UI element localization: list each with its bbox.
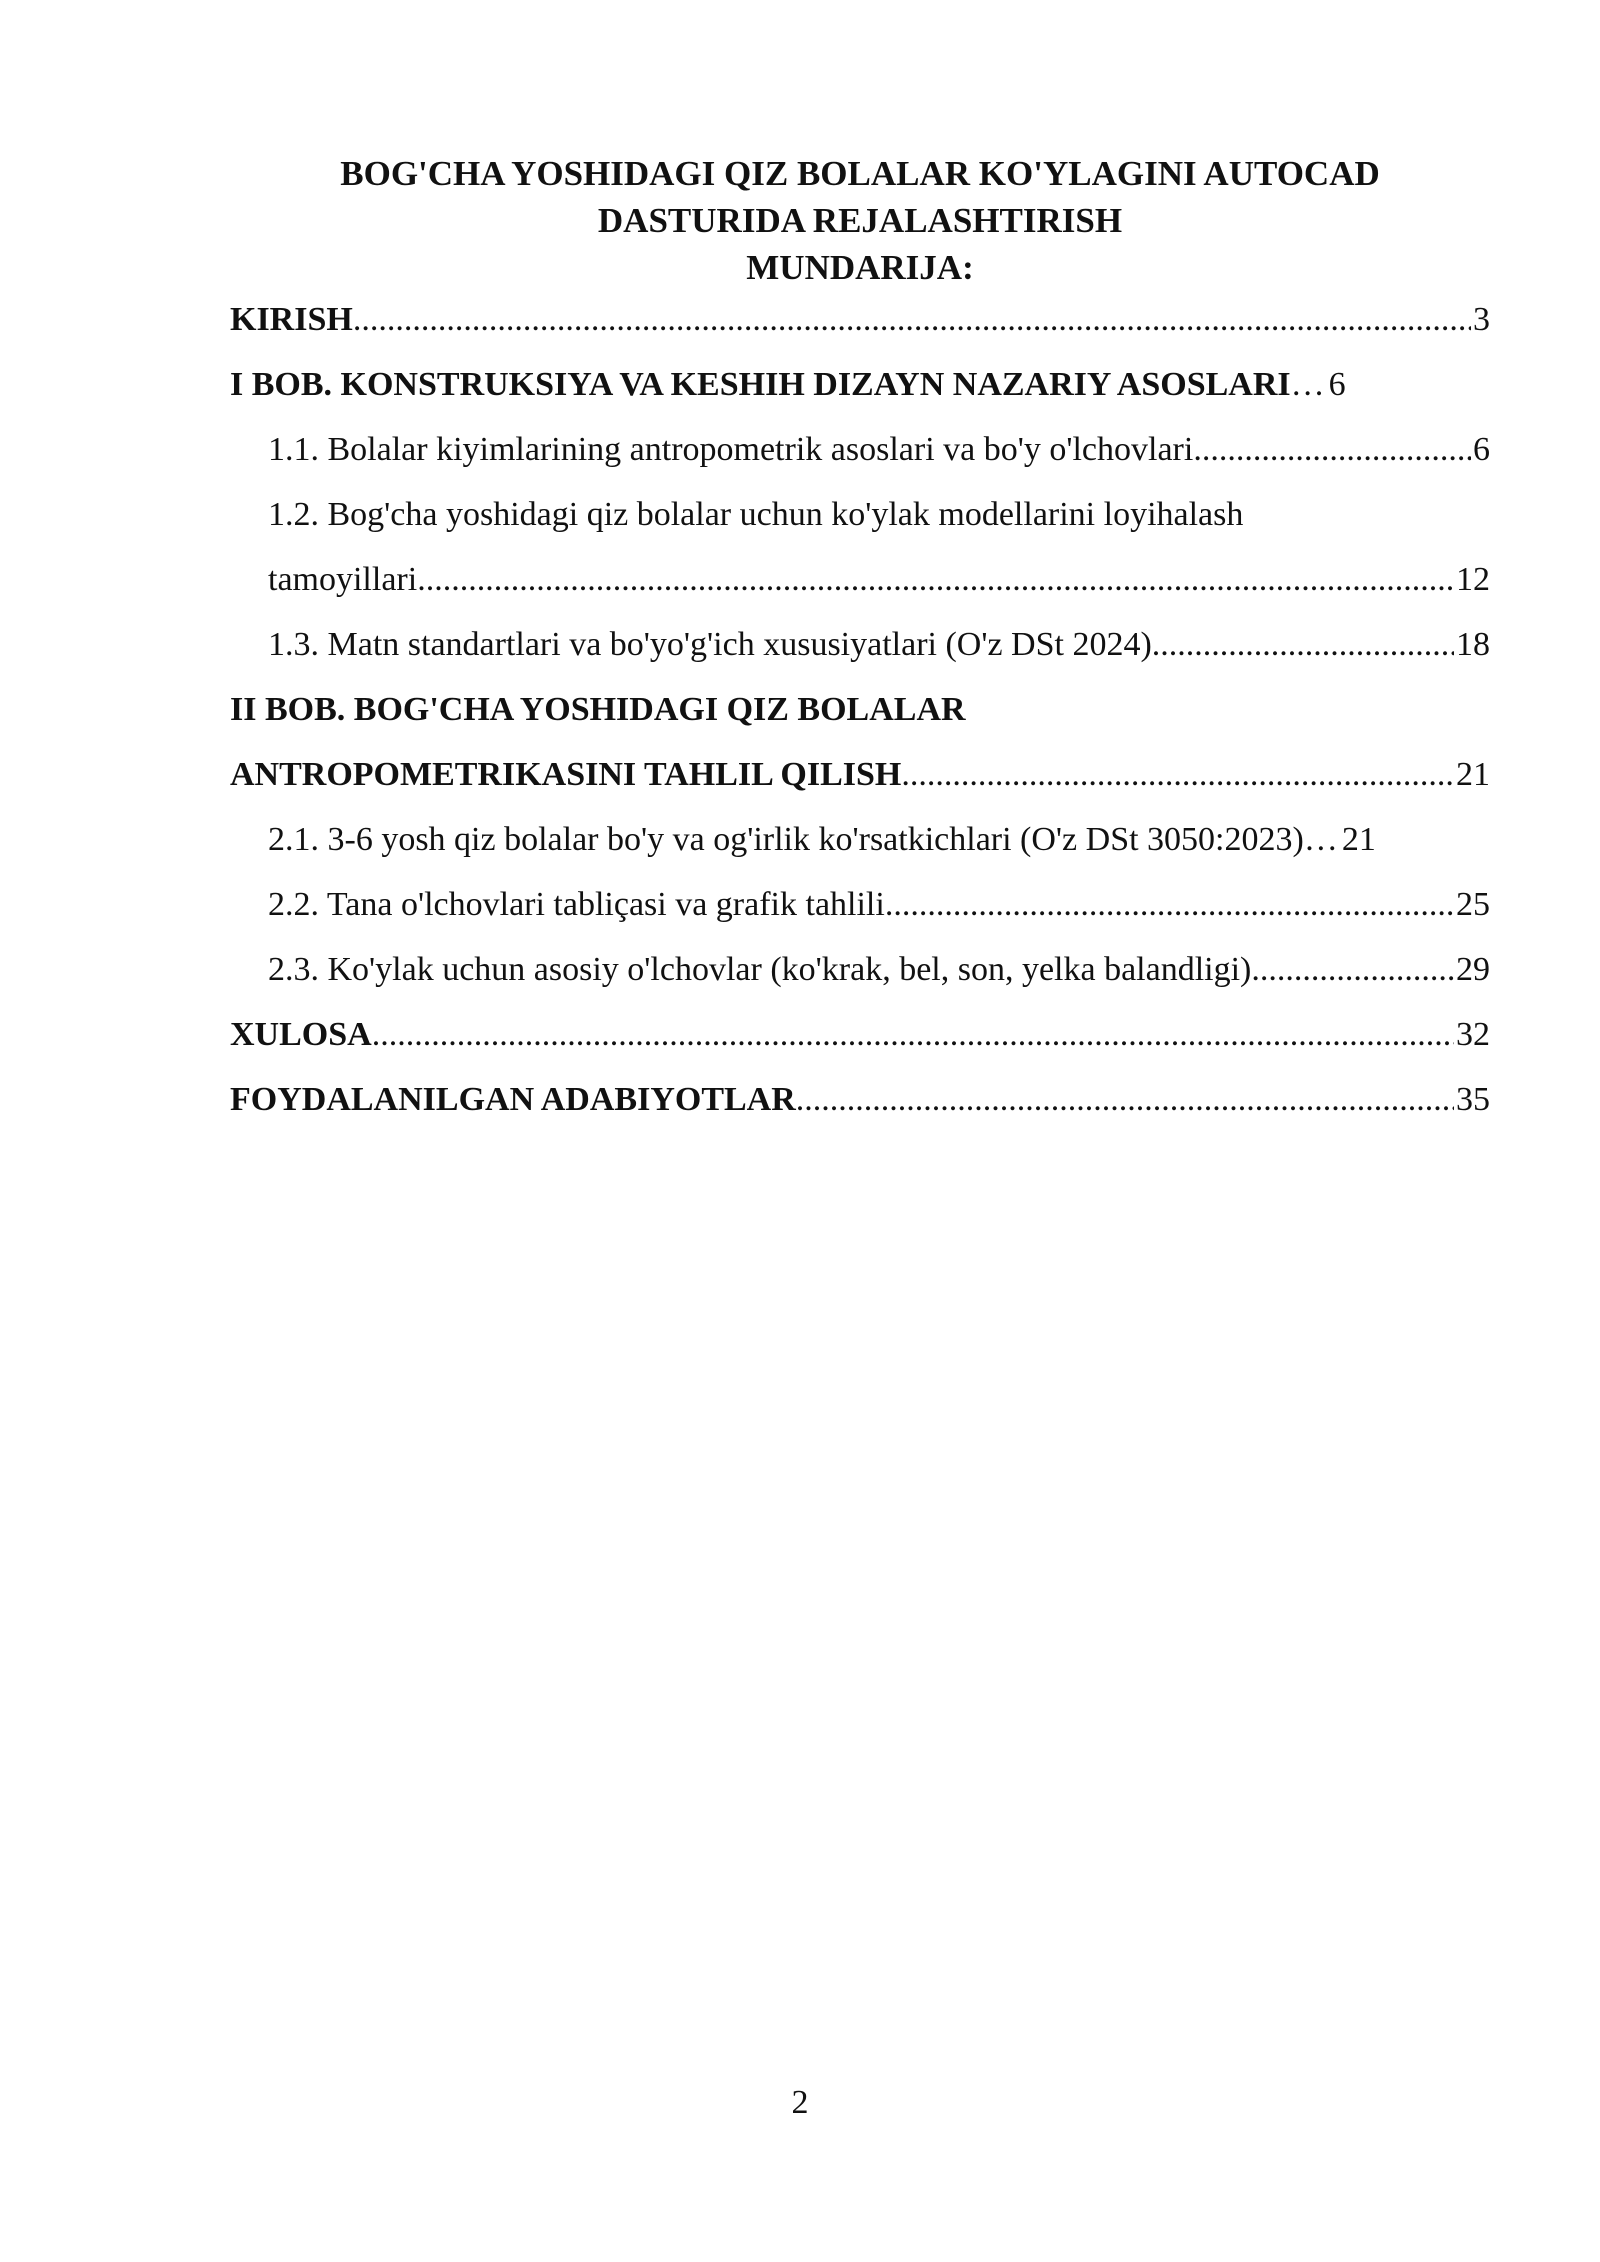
toc-entry-title-continued: ANTROPOMETRIKASINI TAHLIL QILISH <box>230 756 902 793</box>
dot-leader <box>353 287 1471 352</box>
toc-entry-title: FOYDALANILGAN ADABIYOTLAR <box>230 1081 796 1118</box>
toc-entry-section-1-3[interactable] <box>230 612 1490 677</box>
dot-leader <box>1251 937 1454 1002</box>
dot-leader <box>372 1002 1454 1067</box>
toc-entry-title: II BOB. BOG'CHA YOSHIDAGI QIZ BOLALAR <box>230 691 966 728</box>
toc-entry-title: 1.2. Bog'cha yoshidagi qiz bolalar uchun ko'ylak modellarini loyihalash <box>268 496 1244 533</box>
toc-entry-title: XULOSA <box>230 1016 372 1053</box>
toc-page-number: 6 <box>1328 366 1346 403</box>
toc-page-number: 12 <box>1456 561 1490 598</box>
toc-page-number: 32 <box>1456 1016 1490 1053</box>
toc-page-number: 35 <box>1456 1081 1490 1118</box>
toc-entry-title: 2.2. Tana o'lchovlari tabliçasi va grafik tahlili <box>268 886 885 923</box>
toc-page-number: 18 <box>1456 626 1490 663</box>
toc-entry-xulosa[interactable] <box>230 1002 1490 1067</box>
dot-leader <box>1193 417 1471 482</box>
toc-page-number: 29 <box>1456 951 1490 988</box>
dot-leader <box>885 872 1454 937</box>
dot-leader <box>1291 352 1327 417</box>
toc-entry-adabiyotlar[interactable] <box>230 1067 1490 1132</box>
document-title-line-1: BOG'CHA YOSHIDAGI QIZ BOLALAR KO'YLAGINI AUTOCAD <box>340 154 1380 193</box>
contents-heading: MUNDARIJA: <box>746 248 974 287</box>
toc-entry-section-1-2-first-line[interactable] <box>230 482 1490 547</box>
toc-entry-title: 2.1. 3-6 yosh qiz bolalar bo'y va og'irlik ko'rsatkichlari (O'z DSt 3050:2023) <box>268 821 1304 858</box>
toc-page-number: 3 <box>1473 301 1490 338</box>
toc-entry-chapter-1[interactable] <box>230 352 1490 417</box>
toc-page-number: 6 <box>1473 431 1490 468</box>
dot-leader <box>1152 612 1454 677</box>
toc-entry-kirish[interactable] <box>230 287 1490 352</box>
dot-leader <box>901 742 1454 807</box>
table-of-contents <box>230 287 1490 1132</box>
toc-entry-chapter-2-first-line[interactable] <box>230 677 1490 742</box>
toc-entry-title-continued: tamoyillari <box>268 561 418 598</box>
toc-entry-title: KIRISH <box>230 301 353 338</box>
dot-leader <box>417 547 1454 612</box>
toc-entry-section-1-1[interactable] <box>230 417 1490 482</box>
toc-entry-section-2-2[interactable] <box>230 872 1490 937</box>
toc-page-number: 25 <box>1456 886 1490 923</box>
toc-page-number: 21 <box>1341 821 1376 858</box>
toc-entry-title: 1.1. Bolalar kiyimlarining antropometrik asoslari va bo'y o'lchovlari <box>268 431 1194 468</box>
page-number: 2 <box>791 2084 809 2121</box>
dot-leader <box>1304 807 1340 872</box>
title-block <box>230 150 1490 291</box>
toc-entry-title: I BOB. KONSTRUKSIYA VA KESHIH DIZAYN NAZARIY ASOSLARI <box>230 366 1291 403</box>
toc-page-number: 21 <box>1456 756 1490 793</box>
toc-entry-title: 2.3. Ko'ylak uchun asosiy o'lchovlar (ko'krak, bel, son, yelka balandligi) <box>268 951 1252 988</box>
toc-entry-section-1-2[interactable] <box>230 547 1490 612</box>
toc-entry-section-2-3[interactable] <box>230 937 1490 1002</box>
toc-entry-title: 1.3. Matn standartlari va bo'yo'g'ich xususiyatlari (O'z DSt 2024) <box>268 626 1152 663</box>
toc-entry-section-2-1[interactable] <box>230 807 1490 872</box>
toc-entry-chapter-2[interactable] <box>230 742 1490 807</box>
document-title-line-2: DASTURIDA REJALASHTIRISH <box>597 201 1123 240</box>
dot-leader <box>796 1067 1454 1132</box>
